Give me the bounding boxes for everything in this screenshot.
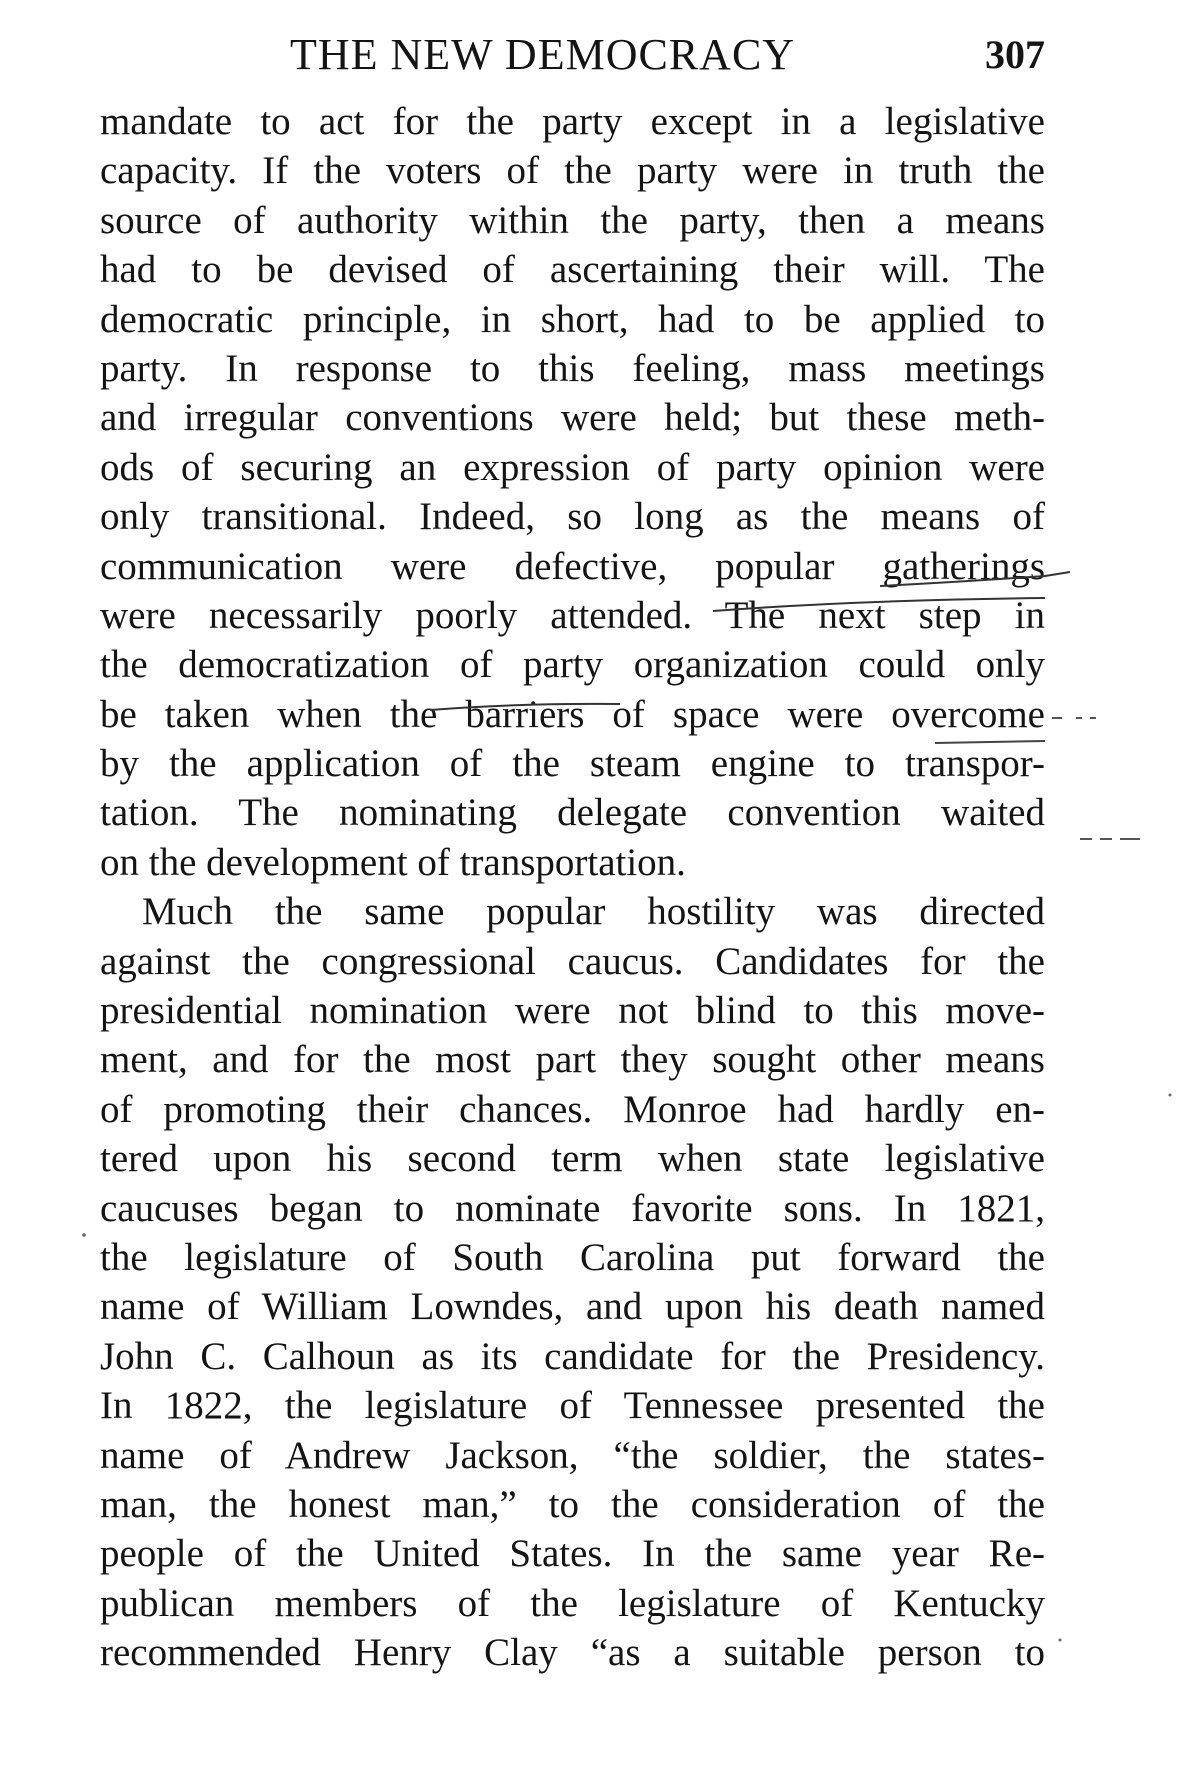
text-line: were necessarily poorly attended. The next step in bbox=[100, 593, 1045, 637]
text-line: mandate to act for the party except in a legislative bbox=[100, 100, 1045, 143]
text-line: the democratization of party organization could only bbox=[100, 643, 1045, 687]
text-line: of promoting their chances. Monroe had hardly en- bbox=[100, 1087, 1045, 1131]
text-line: the legislature of South Carolina put forward the bbox=[100, 1235, 1045, 1279]
text-line: on the development of transportation. bbox=[100, 840, 686, 884]
running-title: THE NEW DEMOCRACY bbox=[290, 30, 796, 79]
paragraph-2 bbox=[100, 887, 1045, 1677]
text-line: had to be devised of ascertaining their will. The bbox=[100, 248, 1045, 292]
text-line: recommended Henry Clay “as a suitable person to bbox=[100, 1631, 1045, 1675]
body-text bbox=[100, 97, 1045, 1678]
text-line: name of Andrew Jackson, “the soldier, the states- bbox=[100, 1433, 1045, 1477]
margin-speck bbox=[82, 1233, 86, 1237]
text-line: man, the honest man,” to the consideration of the bbox=[100, 1482, 1045, 1526]
paragraph-1 bbox=[100, 97, 1045, 887]
text-line: Much the same popular hostility was directed bbox=[142, 890, 1045, 934]
text-line: John C. Calhoun as its candidate for the Presidency. bbox=[100, 1334, 1045, 1378]
text-line: tered upon his second term when state legislative bbox=[100, 1137, 1045, 1181]
text-line: and irregular conventions were held; but these meth- bbox=[100, 396, 1045, 440]
text-line: publican members of the legislature of Kentucky bbox=[100, 1581, 1045, 1625]
text-line: ment, and for the most part they sought other means bbox=[100, 1038, 1045, 1082]
text-line: name of William Lowndes, and upon his death named bbox=[100, 1285, 1045, 1329]
text-line: against the congressional caucus. Candidates for the bbox=[100, 939, 1045, 983]
text-line: party. In response to this feeling, mass meetings bbox=[100, 346, 1045, 390]
text-line: tation. The nominating delegate convention waited bbox=[100, 791, 1045, 835]
margin-speck bbox=[1169, 1094, 1172, 1097]
page-header bbox=[100, 30, 1045, 80]
text-line: by the application of the steam engine to transpor- bbox=[100, 742, 1045, 786]
text-line: capacity. If the voters of the party were in truth the bbox=[100, 149, 1045, 193]
margin-speck bbox=[1059, 1639, 1062, 1642]
text-line: presidential nomination were not blind to this move- bbox=[100, 989, 1045, 1033]
text-line: only transitional. Indeed, so long as the means of bbox=[100, 495, 1045, 539]
text-line: democratic principle, in short, had to be applied to bbox=[100, 297, 1045, 341]
text-line: be taken when the barriers of space were overcome bbox=[100, 692, 1045, 736]
text-line: source of authority within the party, then a means bbox=[100, 198, 1045, 242]
text-line: communication were defective, popular gatherings bbox=[100, 544, 1045, 588]
text-line: ods of securing an expression of party opinion were bbox=[100, 445, 1045, 489]
page-number: 307 bbox=[985, 32, 1045, 77]
text-line: people of the United States. In the same year Re- bbox=[100, 1532, 1045, 1576]
text-line: In 1822, the legislature of Tennessee presented the bbox=[100, 1384, 1045, 1428]
text-line: caucuses began to nominate favorite sons. In 1821, bbox=[100, 1186, 1045, 1230]
